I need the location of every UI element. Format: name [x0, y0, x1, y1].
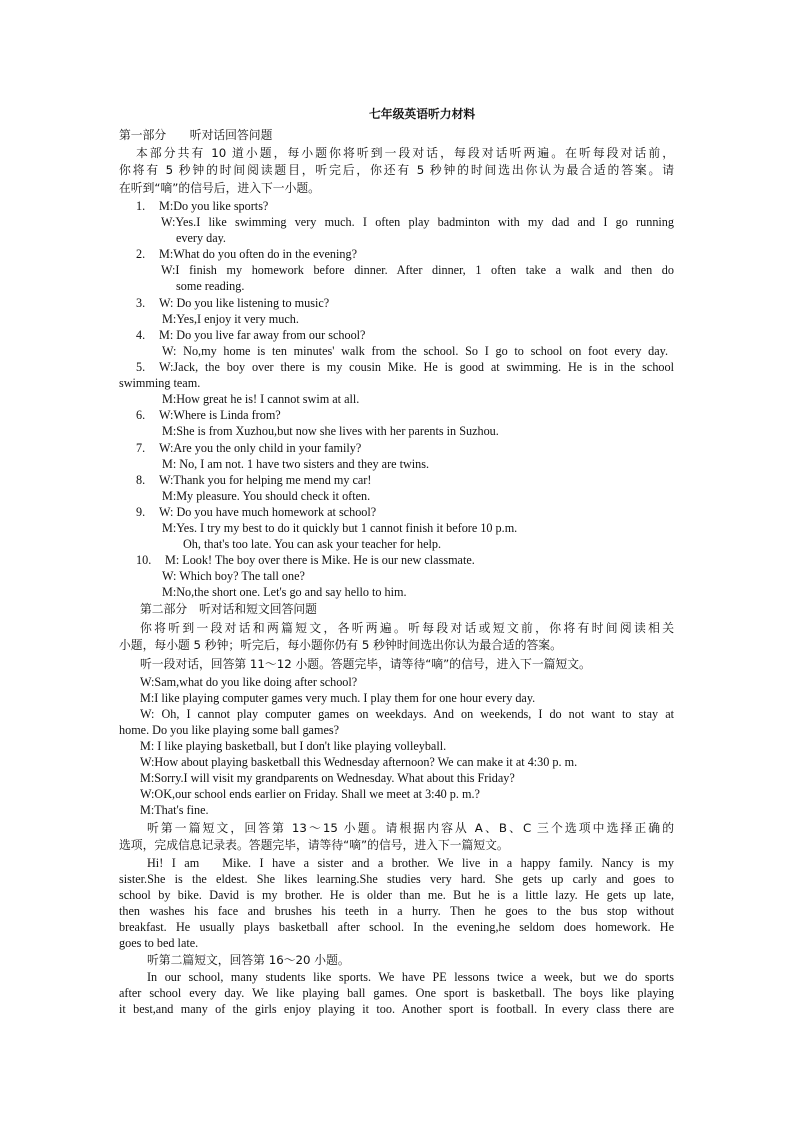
passage1-instructions: 听第一篇短文，回答第 13～15 小题。请根据内容从 A、B、C 三个选项中选择正确的	[147, 821, 674, 835]
dialogue-line: W:I finish my homework before dinner. After dinner, 1 often take a walk and then do	[161, 263, 674, 277]
dialogue-line: swimming team.	[119, 376, 201, 390]
dialogue-line: M:That's fine.	[140, 803, 209, 817]
dialogue-line: W:Where is Linda from?	[159, 408, 281, 422]
dialogue-line: W: Do you like listening to music?	[159, 296, 330, 310]
dialogue-line: W: Do you have much homework at school?	[159, 505, 377, 519]
dialogue-line: M:My pleasure. You should check it often.	[162, 489, 371, 503]
part1-intro-line: 本部分共有 10 道小题，每小题你将听到一段对话，每段对话听两遍。在听每段对话前，	[136, 146, 674, 160]
dialogue-line: every day.	[176, 231, 226, 245]
dialogue-line: W:Are you the only child in your family?	[159, 441, 362, 455]
part1-intro-line: 你将有 5 秒钟的时间阅读题目，听完后，你还有 5 秒钟的时间选出你认为最合适的答案。请	[119, 163, 674, 177]
passage1-line: breakfast. He usually plays basketball after school. In the evening,he seldom does homework. He	[119, 920, 674, 934]
passage1-instructions: 选项，完成信息记录表。答题完毕，请等待“嘀”的信号，进入下一篇短文。	[119, 838, 509, 852]
dialogue-number: 9.	[136, 505, 146, 519]
passage1-line: Hi! I am Mike. I have a sister and a brother. We live in a happy family. Nancy is my	[147, 856, 674, 870]
dialogue-line: W:Jack, the boy over there is my cousin Mike. He is good at swimming. He is in the school	[159, 360, 674, 374]
dialogue-line: Oh, that's too late. You can ask your teacher for help.	[183, 537, 442, 551]
dialogue-number: 10.	[136, 553, 152, 567]
passage1-line: sister.She is the eldest. She likes learning.She studies very hard. She gets up carly and goes to	[119, 872, 674, 886]
part2-intro-line: 你将听到一段对话和两篇短文，各听两遍。听每段对话或短文前，你将有时间阅读相关	[140, 621, 674, 635]
dialogue-line: M: No, I am not. 1 have two sisters and they are twins.	[162, 457, 430, 471]
dialogue-line: M: Look! The boy over there is Mike. He is our new classmate.	[165, 553, 475, 567]
dialogue-number: 7.	[136, 441, 146, 455]
dialogue-line: W: Which boy? The tall one?	[162, 569, 305, 583]
document-title: 七年级英语听力材料	[369, 107, 476, 121]
dialogue-line: M:How great he is! I cannot swim at all.	[162, 392, 360, 406]
dialogue-number: 5.	[136, 360, 146, 374]
dialogue-line: M: I like playing basketball, but I don't like playing volleyball.	[140, 739, 447, 753]
dialogue-number: 1.	[136, 199, 146, 213]
part2-heading: 第二部分 听对话和短文回答问题	[140, 602, 317, 616]
passage2-instructions: 听第二篇短文，回答第 16～20 小题。	[147, 953, 350, 967]
dialogue-line: M:Sorry.I will visit my grandparents on Wednesday. What about this Friday?	[140, 771, 515, 785]
passage2-line: it best,and many of the girls enjoy playing it too. Another sport is football. In every class there are	[119, 1002, 674, 1016]
dialogue-line: M: Do you live far away from our school?	[159, 328, 366, 342]
dialogue-line: W: No,my home is ten minutes' walk from the school. So I go to school on foot every day.	[162, 344, 668, 358]
dialogue-line: M:Yes,I enjoy it very much.	[162, 312, 299, 326]
dialogue-line: M:I like playing computer games very much. I play them for one hour every day.	[140, 691, 536, 705]
dialogue-line: M:What do you often do in the evening?	[159, 247, 357, 261]
passage1-line: school by bike. David is my brother. He is older than me. But he is a little lazy. He gets up late,	[119, 888, 674, 902]
passage2-line: In our school, many students like sports. We have PE lessons twice a week, but we do sports	[147, 970, 674, 984]
dialogue-line: M:She is from Xuzhou,but now she lives with her parents in Suzhou.	[162, 424, 499, 438]
part1-heading: 第一部分 听对话回答问题	[119, 128, 273, 142]
dialogue-line: W:Thank you for helping me mend my car!	[159, 473, 372, 487]
dialogue-number: 2.	[136, 247, 146, 261]
dialogue-line: home. Do you like playing some ball games?	[119, 723, 340, 737]
dialogue-line: M:Yes. I try my best to do it quickly but 1 cannot finish it before 10 p.m.	[162, 521, 518, 535]
dialogue-line: W:Sam,what do you like doing after school?	[140, 675, 358, 689]
dialogue-line: M:No,the short one. Let's go and say hello to him.	[162, 585, 407, 599]
dialogue-line: W: Oh, I cannot play computer games on weekdays. And on weekends, I do not want to stay at	[140, 707, 674, 721]
dialogue-instructions: 听一段对话，回答第 11～12 小题。答题完毕，请等待“嘀”的信号，进入下一篇短文。	[140, 657, 591, 671]
dialogue-line: W:How about playing basketball this Wednesday afternoon? We can make it at 4:30 p. m.	[140, 755, 578, 769]
dialogue-number: 3.	[136, 296, 146, 310]
passage1-line: then washes his face and brushes his teeth in a hurry. Then he goes to the bus stop without	[119, 904, 674, 918]
passage1-line: goes to bed late.	[119, 936, 199, 950]
passage2-line: after school every day. We like playing ball games. One sport is basketball. The boys like playing	[119, 986, 674, 1000]
dialogue-line: W:Yes.I like swimming very much. I often play badminton with my dad and I go running	[161, 215, 674, 229]
dialogue-number: 8.	[136, 473, 146, 487]
dialogue-line: some reading.	[176, 279, 245, 293]
part2-intro-line: 小题，每小题 5 秒钟；听完后，每小题你仍有 5 秒钟时间选出你认为最合适的答案。	[119, 638, 562, 652]
dialogue-line: M:Do you like sports?	[159, 199, 269, 213]
dialogue-line: W:OK,our school ends earlier on Friday. Shall we meet at 3:40 p. m.?	[140, 787, 480, 801]
dialogue-number: 6.	[136, 408, 146, 422]
part1-intro-line: 在听到“嘀”的信号后，进入下一小题。	[119, 181, 320, 195]
dialogue-number: 4.	[136, 328, 146, 342]
